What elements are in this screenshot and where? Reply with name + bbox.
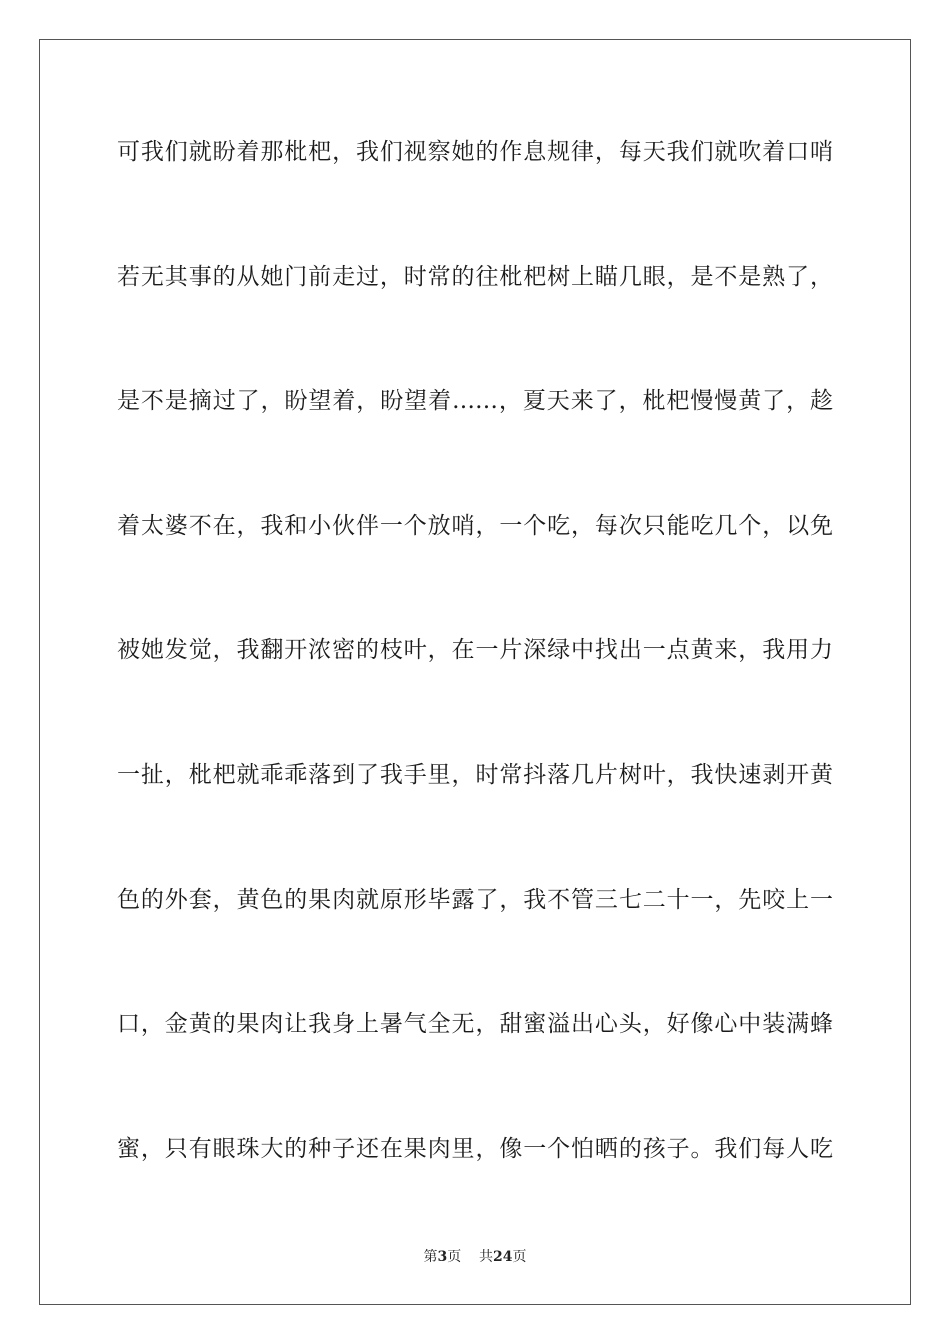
page-footer (0, 1247, 950, 1267)
text-line-1: 可我们就盼着那枇杷，我们视察她的作息规律，每天我们就吹着口哨 (117, 139, 833, 165)
text-line-6: 一扯，枇杷就乖乖落到了我手里，时常抖落几片树叶，我快速剥开黄 (117, 761, 833, 788)
text-line-4: 着太婆不在，我和小伙伴一个放哨，一个吃，每次只能吃几个，以免 (117, 512, 833, 539)
page-prefix: 第 (423, 1249, 438, 1265)
page-suffix: 页 (447, 1249, 462, 1265)
text-line-7: 色的外套，黄色的果肉就原形毕露了，我不管三七二十一，先咬上一 (117, 886, 833, 913)
text-line-2: 若无其事的从她门前走过，时常的往枇杷树上瞄几眼，是不是熟了， (117, 263, 833, 290)
text-line-9: 蜜，只有眼珠大的种子还在果肉里，像一个怕晒的孩子。我们每人吃 (117, 1135, 833, 1162)
page-number: 3 (437, 1249, 448, 1265)
total-prefix: 共 (479, 1249, 494, 1265)
text-line-3: 是不是摘过了，盼望着，盼望着……，夏天来了，枇杷慢慢黄了，趁 (117, 388, 833, 415)
text-line-5: 被她发觉，我翻开浓密的枝叶，在一片深绿中找出一点黄来，我用力 (117, 637, 833, 664)
document-body (117, 126, 833, 1247)
total-suffix: 页 (512, 1249, 527, 1265)
text-line-8: 口，金黄的果肉让我身上暑气全无，甜蜜溢出心头，好像心中装满蜂 (117, 1011, 833, 1038)
total-pages: 24 (493, 1249, 513, 1265)
